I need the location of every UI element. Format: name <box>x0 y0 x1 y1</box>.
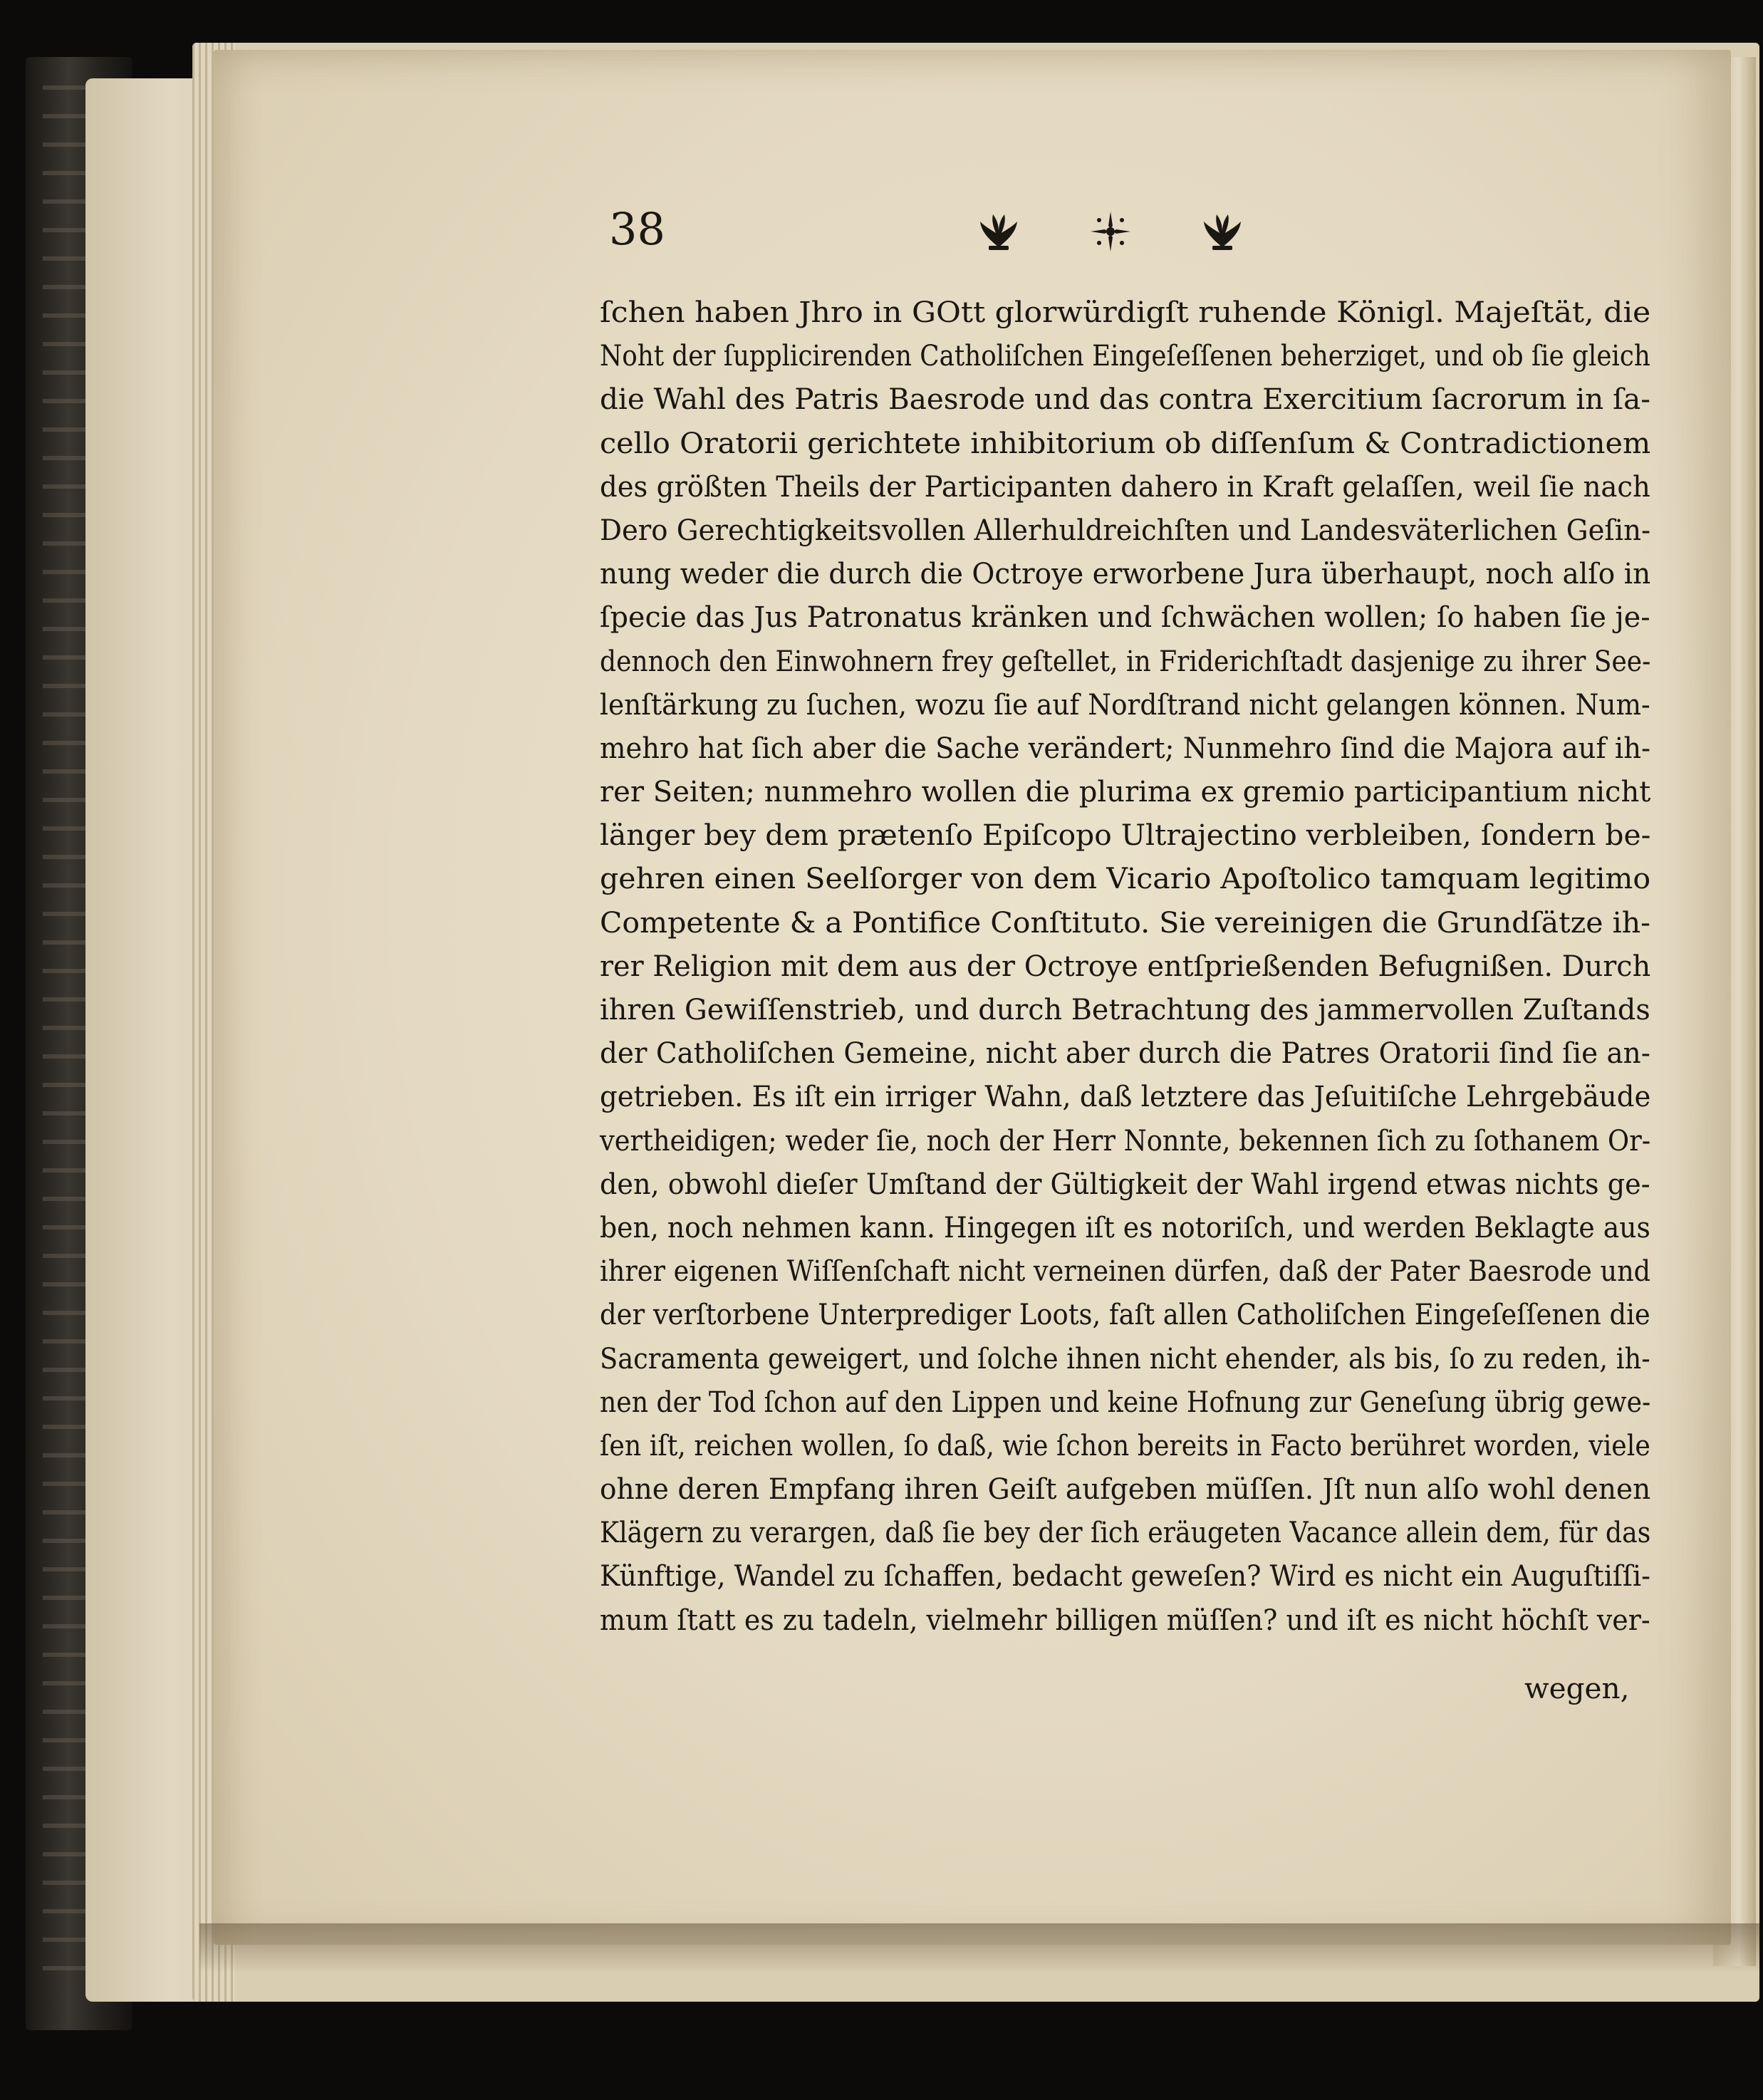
text-line: die Wahl des Patris Baesrode und das contra Exercitium ſacrorum in ſa- <box>600 382 1650 417</box>
text-line: mum ſtatt es zu tadeln, vielmehr billigen müſſen? und iſt es nicht höchſt ver- <box>600 1602 1650 1637</box>
text-line: ihren Gewiſſenstrieb, und durch Betrachtung des jammervollen Zuſtands <box>600 992 1650 1026</box>
body-text <box>600 291 1650 1744</box>
text-line: ben, noch nehmen kann. Hingegen iſt es notoriſch, und werden Beklagte aus <box>600 1210 1650 1244</box>
text-line: der Catholiſchen Gemeine, nicht aber durch die Patres Oratorii ſind ſie an- <box>600 1036 1650 1071</box>
text-line: vertheidigen; weder ſie, noch der Herr Nonnte, bekennen ſich zu ſothanem Or- <box>600 1123 1651 1158</box>
text-line: mehro hat ſich aber die Sache verändert; Nunmehro ſind die Majora auf ih- <box>600 730 1650 765</box>
text-line: ſchen haben Jhro in GOtt glorwürdigſt ruhende Königl. Majeſtät, die <box>600 295 1651 329</box>
catchword: wegen, <box>1524 1671 1630 1705</box>
palmette-ornament-icon <box>1200 212 1245 251</box>
text-line: der verſtorbene Unterprediger Loots, faſt allen Catholiſchen Eingeſeſſenen die <box>600 1297 1650 1332</box>
page-bottom-shadow <box>199 1923 1759 1973</box>
text-line: Competente & a Pontifice Conſtituto. Sie vereinigen die Grundſätze ih- <box>600 905 1651 940</box>
text-line: den, obwohl dieſer Umſtand der Gültigkeit der Wahl irgend etwas nichts ge- <box>600 1166 1650 1201</box>
text-line: gehren einen Seelſorger von dem Vicario Apoſtolico tamquam legitimo <box>600 861 1651 896</box>
text-line: länger bey dem prætenſo Epiſcopo Ultrajectino verbleiben, ſondern be- <box>600 818 1651 853</box>
text-line: Noht der ſupplicirenden Catholiſchen Eingeſeſſenen beherziget, und ob ſie gleich <box>600 338 1650 373</box>
text-line: dennoch den Einwohnern frey geſtellet, in Friderichſtadt dasjenige zu ihrer See- <box>600 643 1651 678</box>
text-line: rer Seiten; nunmehro wollen die plurima ex gremio participantium nicht <box>600 774 1651 809</box>
text-line: rer Religion mit dem aus der Octroye entſprießenden Befugnißen. Durch <box>600 948 1651 983</box>
text-line: nung weder die durch die Octroye erworbene Jura überhaupt, noch alſo in <box>600 556 1651 591</box>
header-ornaments <box>976 210 1245 253</box>
text-line: ohne deren Empfang ihren Geiſt aufgeben müſſen. Jſt nun alſo wohl denen <box>600 1472 1651 1507</box>
text-line: ſen iſt, reichen wollen, ſo daß, wie ſchon bereits in Facto berühret worden, viele <box>600 1428 1650 1462</box>
text-line: Künftige, Wandel zu ſchaffen, bedacht geweſen? Wird es nicht ein Auguſtiſſi- <box>600 1559 1650 1594</box>
star-ornament-icon <box>1089 210 1132 253</box>
text-line: Sacramenta geweigert, und ſolche ihnen nicht ehender, als bis, ſo zu reden, ih- <box>600 1341 1650 1376</box>
page-number: 38 <box>609 203 665 255</box>
page-header <box>609 203 1670 281</box>
text-line: getrieben. Es iſt ein irriger Wahn, daß letztere das Jeſuitiſche Lehrgebäude <box>600 1079 1651 1114</box>
text-line: Klägern zu verargen, daß ſie bey der ſich eräugeten Vacance allein dem, für das <box>600 1515 1651 1550</box>
palmette-ornament-icon <box>976 212 1021 251</box>
text-line: cello Oratorii gerichtete inhibitorium ob diſſenſum & Contradictionem <box>600 425 1651 460</box>
text-line: ihrer eigenen Wiſſenſchaft nicht verneinen dürfen, daß der Pater Baesrode und <box>600 1254 1651 1289</box>
text-line: nen der Tod ſchon auf den Lippen und keine Hofnung zur Geneſung übrig gewe- <box>600 1384 1651 1419</box>
text-line: ſpecie das Jus Patronatus kränken und ſchwächen wollen; ſo haben ſie je- <box>600 600 1650 635</box>
text-line: Dero Gerechtigkeitsvollen Allerhuldreichſten und Landesväterlichen Geſin- <box>600 512 1651 547</box>
text-line: lenſtärkung zu ſuchen, wozu ſie auf Nordſtrand nicht gelangen können. Num- <box>600 687 1650 722</box>
text-line: des größten Theils der Participanten dahero in Kraft gelaſſen, weil ſie nach <box>600 469 1650 504</box>
